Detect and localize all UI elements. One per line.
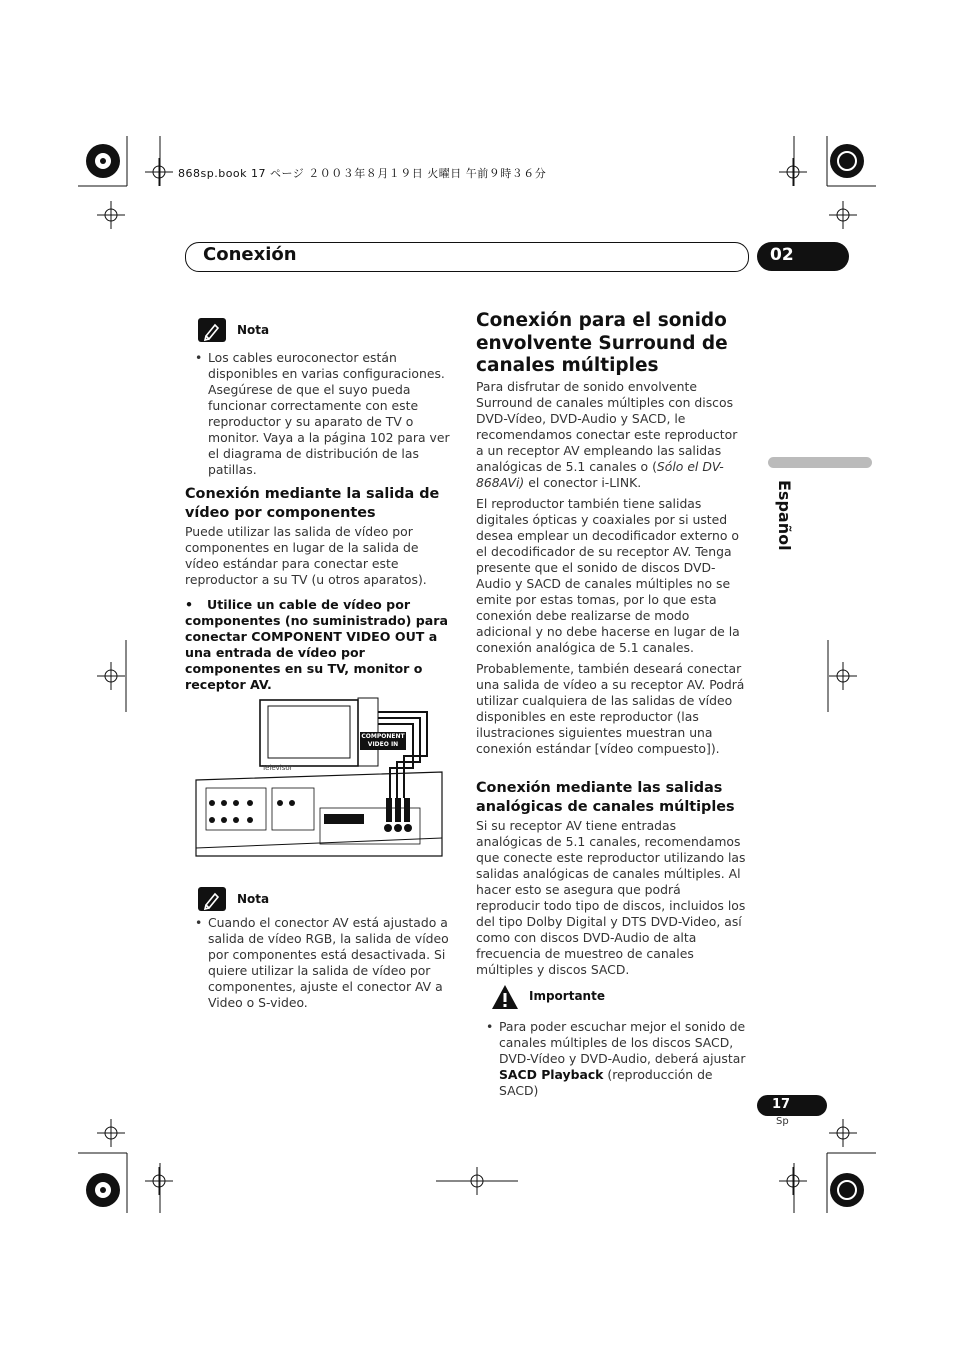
component-label-line1: COMPONENT	[361, 733, 405, 740]
note-pencil-icon	[198, 887, 226, 911]
paragraph: Probablemente, también deseará conectar una salida de vídeo a su receptor AV. Podrá utilizar cualquiera de las salidas de vídeo disponibles en este reproductor (las ilustraciones siguientes muestran una conexión estándar [vídeo compuesto]).	[476, 661, 745, 756]
important-bold: SACD Playback	[499, 1067, 604, 1082]
important-text-part: (reproducción de SACD)	[499, 1067, 713, 1098]
bullet-dot: •	[195, 350, 203, 365]
language-label: Español	[775, 480, 794, 551]
tv-body	[260, 700, 358, 766]
component-label-line2: VIDEO IN	[367, 741, 399, 748]
note-label: Nota	[237, 323, 270, 337]
note-label: Nota	[237, 892, 270, 906]
component-video-in-label	[360, 733, 406, 749]
paragraph-text: el conector i-LINK.	[524, 475, 642, 490]
page-number-badge	[757, 1095, 827, 1116]
section-body: Puede utilizar las salida de vídeo por componentes en lugar de la salida de vídeo estándar para conectar este reproductor a su TV (u otros aparatos).	[185, 524, 427, 587]
note-text: Cuando el conector AV está ajustado a salida de vídeo RGB, la salida de vídeo por componentes está desactivada. Si quiere utilizar la salida de vídeo por componentes, ajuste el conector AV a Video o S-video.	[208, 915, 449, 1010]
bullet-dot: •	[185, 597, 194, 612]
note-text: Los cables euroconector están disponibles en varias configuraciones. Asegúrese de que el suyo pueda funcionar correctamente con este reproductor y su aparato de TV o monitor. Vaya a la página 102 para ver el diagrama de distribución de las patillas.	[208, 350, 450, 477]
sub-heading: Conexión mediante las salidas analógicas de canales múltiples	[476, 780, 735, 815]
important-label: Importante	[529, 989, 605, 1003]
language-tab	[770, 470, 800, 560]
bullet-dot: •	[195, 915, 203, 930]
important-warning-icon	[490, 983, 520, 1011]
print-header: 868sp.book 17 ページ ２００３年８月１９日 火曜日 午前９時３６分	[178, 167, 547, 180]
important-text-part: Para poder escuchar mejor el sonido de canales múltiples de los discos SACD, DVD-Vídeo y DVD-Audio, deberá ajustar	[499, 1019, 746, 1066]
instruction-bullet: Utilice un cable de vídeo por componentes (no suministrado) para conectar COMPONENT VIDEO OUT a una entrada de vídeo por componentes en su TV, monitor o receptor AV.	[185, 597, 449, 692]
bullet-dot: •	[486, 1019, 494, 1034]
page-language-code: Sp	[776, 1116, 789, 1127]
page-number: 17	[772, 1097, 791, 1112]
paragraph-italic: Sólo el DV-868AVi)	[476, 459, 724, 490]
important-text	[499, 1019, 747, 1099]
paragraph: El reproductor también tiene salidas digitales ópticas y coaxiales por si usted desea emplear un decodificador externo o el decodificador de su receptor AV. Tenga presente que el sonido de discos DVD-Audio y SACD de canales múltiples no se emite por estas tomas, por lo que esta conexión debe realizarse de modo adicional y no debe hacerse en lugar de la conexión analógica de 5.1 canales.	[476, 496, 740, 655]
chapter-title: Conexión	[203, 244, 297, 265]
language-tab-bar	[768, 457, 872, 468]
paragraph-text: Para disfrutar de sonido envolvente Surround de canales múltiples con discos DVD-Vídeo, DVD-Audio y SACD, le recomendamos conectar este reproductor a un receptor AV empleando las salidas analógicas de 5.1 canales o (	[476, 379, 738, 474]
note-pencil-icon	[198, 318, 226, 342]
tv-screen	[268, 706, 350, 758]
main-heading: Conexión para el sonido envolvente Surround de canales múltiples	[476, 310, 728, 376]
chapter-number: 02	[770, 245, 794, 265]
paragraph	[476, 379, 746, 491]
paragraph: Si su receptor AV tiene entradas analógicas de 5.1 canales, recomendamos que conecte este reproductor utilizando las salidas analógicas de canales múltiples. Al hacer esto se asegura que podrá reproducir todo tipo de discos, incluidos los del tipo Dolby Digital y DTS DVD-Video, así como con discos DVD-Audio de alta frecuencia de muestreo de canales múltiples y discos SACD.	[476, 818, 746, 977]
component-video-connection-diagram	[192, 688, 444, 860]
tv-label: Televisor	[262, 764, 293, 772]
section-heading: Conexión mediante la salida de vídeo por componentes	[185, 486, 440, 521]
